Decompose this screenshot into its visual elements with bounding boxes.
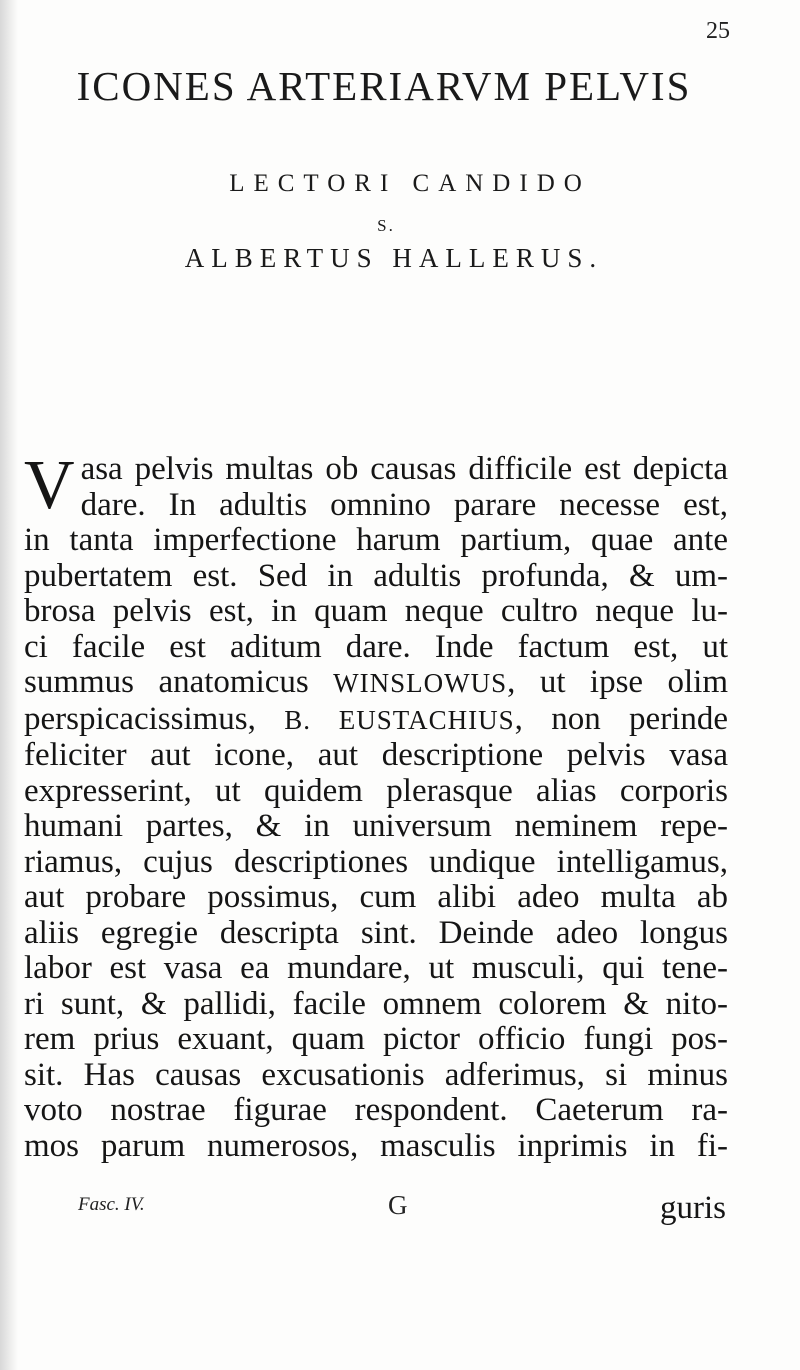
salutation-author: ALBERTUS HALLERUS.: [184, 243, 604, 273]
proper-name: WINSLOWUS: [333, 668, 508, 698]
signature-mark: G: [388, 1190, 408, 1220]
text-line: aut probare possimus, cum alibi adeo multa ab: [24, 879, 728, 915]
text-line: expresserint, ut quidem plerasque alias corporis: [24, 772, 728, 809]
page-number: 25: [706, 18, 730, 44]
proper-name: B. EUSTACHIUS: [284, 704, 515, 735]
text-line: perspicacissimus, B. EUSTACHIUS, non perinde: [24, 700, 728, 737]
text-line: labor est vasa ea mundare, ut musculi, qui tene-: [24, 950, 728, 986]
drop-cap: V: [24, 447, 75, 524]
catchword: guris: [660, 1190, 726, 1226]
text-line: rem prius exuant, quam pictor officio fungi pos-: [24, 1021, 728, 1057]
text-line: dare. In adultis omnino parare necesse est,: [80, 486, 728, 523]
text-line: sit. Has causas excusationis adferimus, si minus: [24, 1056, 728, 1093]
gutter-shadow: [0, 0, 18, 1370]
text-line: humani partes, & in universum neminem repe-: [24, 808, 728, 844]
text-line: pubertatem est. Sed in adultis profunda, & um-: [24, 557, 728, 594]
text-line: aliis egregie descripta sint. Deinde adeo longus: [24, 914, 728, 951]
text-line: feliciter aut icone, aut descriptione pelvis vasa: [24, 737, 728, 773]
page-title: ICONES ARTERIARVM PELVIS: [76, 63, 692, 109]
text-line: ci facile est aditum dare. Inde factum est, ut: [24, 628, 728, 665]
text-line: brosa pelvis est, in quam neque cultro neque lu-: [24, 593, 728, 629]
body-paragraph: [24, 447, 728, 1164]
text-line: voto nostrae figurae respondent. Caeterum ra-: [24, 1092, 728, 1128]
salutation-recipient: LECTORI CANDIDO: [229, 170, 591, 197]
text-line: summus anatomicus WINSLOWUS, ut ipse olim: [24, 664, 728, 700]
salutation-s: S.: [377, 216, 395, 235]
text-line: riamus, cujus descriptiones undique intelligamus,: [24, 843, 728, 880]
text-line: asa pelvis multas ob causas difficile est depicta: [80, 451, 728, 487]
text-line: mos parum numerosos, masculis inprimis in fi-: [24, 1127, 728, 1164]
text-line: ri sunt, & pallidi, facile omnem colorem & nito-: [24, 985, 728, 1022]
fascicle-mark: Fasc. IV.: [78, 1194, 145, 1215]
text-line: in tanta imperfectione harum partium, quae ante: [24, 522, 728, 558]
